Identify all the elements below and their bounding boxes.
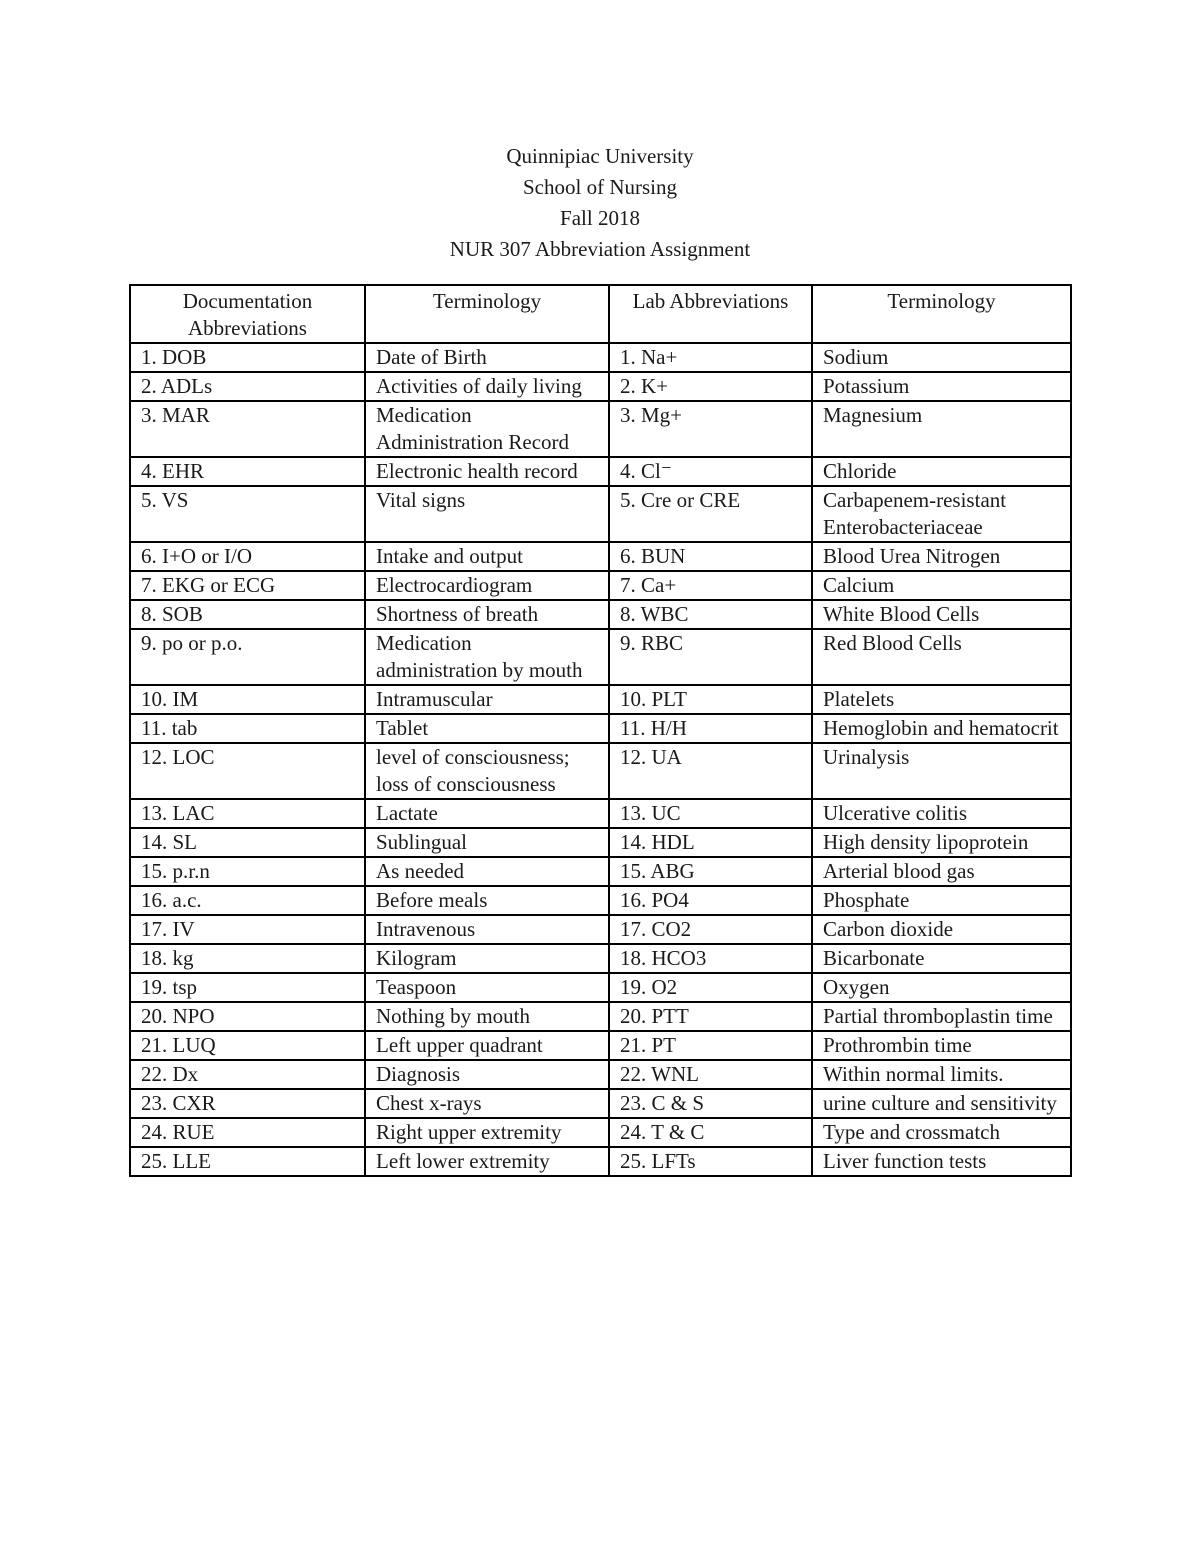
lab-terminology-cell: Blood Urea Nitrogen	[812, 542, 1071, 571]
doc-terminology-cell: Kilogram	[365, 944, 609, 973]
lab-abbreviation-cell: 11. H/H	[609, 714, 812, 743]
doc-terminology-cell: Intravenous	[365, 915, 609, 944]
doc-terminology-cell: Shortness of breath	[365, 600, 609, 629]
doc-abbreviation-cell: 10. IM	[130, 685, 365, 714]
table-row	[130, 401, 1071, 457]
doc-terminology-cell: Medication administration by mouth	[365, 629, 609, 685]
doc-terminology-cell: Lactate	[365, 799, 609, 828]
lab-terminology-cell: Carbapenem-resistant Enterobacteriaceae	[812, 486, 1071, 542]
table-row	[130, 1147, 1071, 1176]
lab-terminology-cell: High density lipoprotein	[812, 828, 1071, 857]
table-row	[130, 571, 1071, 600]
doc-terminology-cell: Intake and output	[365, 542, 609, 571]
doc-abbreviation-cell: 6. I+O or I/O	[130, 542, 365, 571]
lab-abbreviation-cell: 7. Ca+	[609, 571, 812, 600]
doc-abbreviation-cell: 21. LUQ	[130, 1031, 365, 1060]
lab-abbreviation-cell: 24. T & C	[609, 1118, 812, 1147]
doc-abbreviation-cell: 8. SOB	[130, 600, 365, 629]
lab-abbreviation-cell: 17. CO2	[609, 915, 812, 944]
table-row	[130, 828, 1071, 857]
lab-terminology-cell: Liver function tests	[812, 1147, 1071, 1176]
doc-abbreviation-cell: 23. CXR	[130, 1089, 365, 1118]
doc-terminology-cell: Tablet	[365, 714, 609, 743]
doc-abbreviation-cell: 14. SL	[130, 828, 365, 857]
assignment-title: NUR 307 Abbreviation Assignment	[449, 237, 751, 261]
doc-abbreviation-cell: 12. LOC	[130, 743, 365, 799]
lab-abbreviation-cell: 10. PLT	[609, 685, 812, 714]
doc-abbreviation-cell: 16. a.c.	[130, 886, 365, 915]
lab-abbreviation-cell: 3. Mg+	[609, 401, 812, 457]
lab-abbreviation-cell: 9. RBC	[609, 629, 812, 685]
doc-terminology-cell: Left upper quadrant	[365, 1031, 609, 1060]
document-header	[0, 141, 1200, 265]
doc-terminology-cell: Electrocardiogram	[365, 571, 609, 600]
doc-abbreviation-cell: 1. DOB	[130, 343, 365, 372]
lab-terminology-cell: Calcium	[812, 571, 1071, 600]
lab-abbreviation-cell: 13. UC	[609, 799, 812, 828]
table-row	[130, 1060, 1071, 1089]
doc-abbreviation-cell: 3. MAR	[130, 401, 365, 457]
lab-abbreviation-cell: 20. PTT	[609, 1002, 812, 1031]
lab-abbreviation-cell: 6. BUN	[609, 542, 812, 571]
header-documentation-abbreviations: Documentation Abbreviations	[130, 285, 365, 343]
lab-terminology-cell: Phosphate	[812, 886, 1071, 915]
lab-abbreviation-cell: 18. HCO3	[609, 944, 812, 973]
doc-abbreviation-cell: 20. NPO	[130, 1002, 365, 1031]
table-row	[130, 944, 1071, 973]
doc-abbreviation-cell: 24. RUE	[130, 1118, 365, 1147]
lab-terminology-cell: Bicarbonate	[812, 944, 1071, 973]
lab-terminology-cell: Chloride	[812, 457, 1071, 486]
table-body	[130, 343, 1071, 1176]
table-row	[130, 714, 1071, 743]
lab-terminology-cell: Hemoglobin and hematocrit	[812, 714, 1071, 743]
lab-terminology-cell: Sodium	[812, 343, 1071, 372]
table-row	[130, 915, 1071, 944]
table-row	[130, 600, 1071, 629]
doc-abbreviation-cell: 4. EHR	[130, 457, 365, 486]
lab-terminology-cell: Oxygen	[812, 973, 1071, 1002]
lab-abbreviation-cell: 19. O2	[609, 973, 812, 1002]
doc-abbreviation-cell: 19. tsp	[130, 973, 365, 1002]
doc-terminology-cell: Vital signs	[365, 486, 609, 542]
doc-abbreviation-cell: 2. ADLs	[130, 372, 365, 401]
lab-abbreviation-cell: 25. LFTs	[609, 1147, 812, 1176]
lab-terminology-cell: Red Blood Cells	[812, 629, 1071, 685]
doc-abbreviation-cell: 15. p.r.n	[130, 857, 365, 886]
lab-terminology-cell: Partial thromboplastin time	[812, 1002, 1071, 1031]
table-row	[130, 973, 1071, 1002]
table-row	[130, 542, 1071, 571]
doc-terminology-cell: Electronic health record	[365, 457, 609, 486]
doc-terminology-cell: Chest x-rays	[365, 1089, 609, 1118]
lab-abbreviation-cell: 5. Cre or CRE	[609, 486, 812, 542]
lab-terminology-cell: urine culture and sensitivity	[812, 1089, 1071, 1118]
lab-abbreviation-cell: 16. PO4	[609, 886, 812, 915]
table-row	[130, 1002, 1071, 1031]
doc-abbreviation-cell: 18. kg	[130, 944, 365, 973]
lab-abbreviation-cell: 15. ABG	[609, 857, 812, 886]
header-lab-terminology: Terminology	[812, 285, 1071, 343]
doc-terminology-cell: Intramuscular	[365, 685, 609, 714]
doc-terminology-cell: Sublingual	[365, 828, 609, 857]
table-row	[130, 486, 1071, 542]
doc-abbreviation-cell: 7. EKG or ECG	[130, 571, 365, 600]
doc-terminology-cell: Activities of daily living	[365, 372, 609, 401]
table-row	[130, 629, 1071, 685]
lab-terminology-cell: Arterial blood gas	[812, 857, 1071, 886]
doc-abbreviation-cell: 11. tab	[130, 714, 365, 743]
table-row	[130, 1031, 1071, 1060]
header-documentation-terminology: Terminology	[365, 285, 609, 343]
lab-abbreviation-cell: 1. Na+	[609, 343, 812, 372]
table-row	[130, 372, 1071, 401]
lab-terminology-cell: Urinalysis	[812, 743, 1071, 799]
table-row	[130, 457, 1071, 486]
lab-terminology-cell: Within normal limits.	[812, 1060, 1071, 1089]
lab-terminology-cell: Ulcerative colitis	[812, 799, 1071, 828]
doc-abbreviation-cell: 13. LAC	[130, 799, 365, 828]
doc-terminology-cell: As needed	[365, 857, 609, 886]
doc-terminology-cell: Teaspoon	[365, 973, 609, 1002]
table-row	[130, 1118, 1071, 1147]
doc-abbreviation-cell: 9. po or p.o.	[130, 629, 365, 685]
doc-terminology-cell: Left lower extremity	[365, 1147, 609, 1176]
lab-abbreviation-cell: 2. K+	[609, 372, 812, 401]
lab-terminology-cell: Type and crossmatch	[812, 1118, 1071, 1147]
table-row	[130, 343, 1071, 372]
lab-terminology-cell: Magnesium	[812, 401, 1071, 457]
table-row	[130, 857, 1071, 886]
lab-abbreviation-cell: 22. WNL	[609, 1060, 812, 1089]
doc-terminology-cell: Before meals	[365, 886, 609, 915]
table-row	[130, 685, 1071, 714]
table-row	[130, 799, 1071, 828]
abbreviation-table	[129, 284, 1072, 1177]
lab-terminology-cell: Carbon dioxide	[812, 915, 1071, 944]
doc-terminology-cell: Date of Birth	[365, 343, 609, 372]
doc-terminology-cell: Diagnosis	[365, 1060, 609, 1089]
lab-terminology-cell: Potassium	[812, 372, 1071, 401]
doc-abbreviation-cell: 5. VS	[130, 486, 365, 542]
table-row	[130, 1089, 1071, 1118]
doc-terminology-cell: Medication Administration Record	[365, 401, 609, 457]
lab-abbreviation-cell: 14. HDL	[609, 828, 812, 857]
lab-terminology-cell: White Blood Cells	[812, 600, 1071, 629]
lab-terminology-cell: Platelets	[812, 685, 1071, 714]
doc-terminology-cell: Nothing by mouth	[365, 1002, 609, 1031]
doc-terminology-cell: Right upper extremity	[365, 1118, 609, 1147]
lab-abbreviation-cell: 23. C & S	[609, 1089, 812, 1118]
lab-abbreviation-cell: 8. WBC	[609, 600, 812, 629]
lab-abbreviation-cell: 4. Cl⁻	[609, 457, 812, 486]
table-row	[130, 743, 1071, 799]
table-header-row	[130, 285, 1071, 343]
university-name: Quinnipiac University	[506, 144, 694, 168]
doc-terminology-cell: level of consciousness; loss of consciousness	[365, 743, 609, 799]
lab-abbreviation-cell: 21. PT	[609, 1031, 812, 1060]
lab-abbreviation-cell: 12. UA	[609, 743, 812, 799]
header-lab-abbreviations: Lab Abbreviations	[609, 285, 812, 343]
doc-abbreviation-cell: 25. LLE	[130, 1147, 365, 1176]
doc-abbreviation-cell: 22. Dx	[130, 1060, 365, 1089]
school-name: School of Nursing	[523, 175, 677, 199]
doc-abbreviation-cell: 17. IV	[130, 915, 365, 944]
table-row	[130, 886, 1071, 915]
term: Fall 2018	[560, 206, 640, 230]
lab-terminology-cell: Prothrombin time	[812, 1031, 1071, 1060]
